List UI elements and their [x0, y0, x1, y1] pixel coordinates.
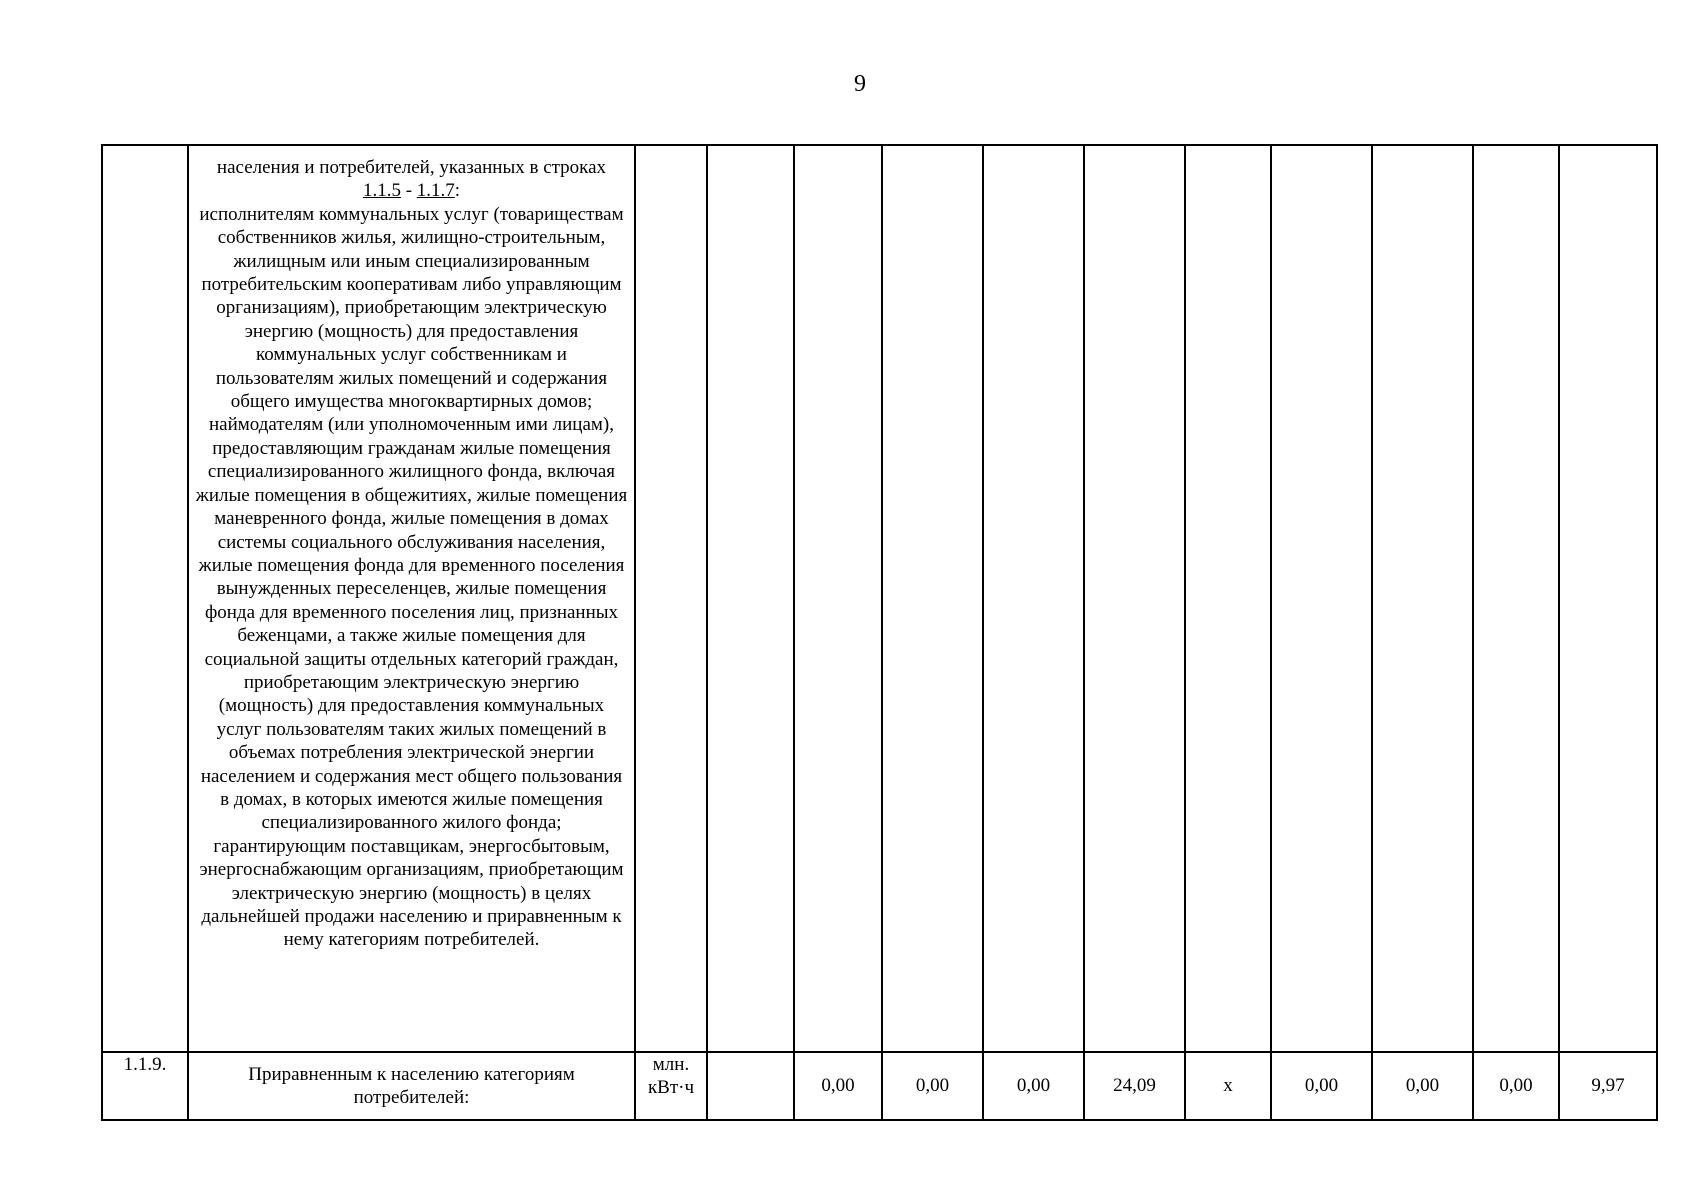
value-cell — [1084, 145, 1185, 1052]
value-cell — [1473, 145, 1559, 1052]
unit-cell — [635, 145, 707, 1052]
value-cell — [882, 145, 983, 1052]
continued-description — [189, 146, 634, 956]
value-cell — [983, 145, 1084, 1052]
value-cell — [1271, 145, 1372, 1052]
row-description-cell — [188, 1052, 635, 1120]
value-cell — [1372, 145, 1473, 1052]
value-cell: х — [1185, 1052, 1271, 1120]
tariff-table — [101, 144, 1658, 1121]
value-cell: 0,00 — [1473, 1052, 1559, 1120]
row-reference-link-end[interactable]: 1.1.7 — [416, 180, 455, 202]
value-cell: 0,00 — [1271, 1052, 1372, 1120]
table-row-1-1-9 — [102, 1052, 1657, 1120]
reference-suffix: : — [454, 180, 461, 202]
description-intro: населения и потребителей, указанных в строках — [216, 157, 607, 178]
unit-cell: млн. кВт·ч — [635, 1052, 707, 1120]
value-cell: 0,00 — [794, 1052, 882, 1120]
page-number: 9 — [854, 71, 866, 97]
row-description-cell — [188, 145, 635, 1052]
row-number-cell — [102, 145, 188, 1052]
description-body: исполнителям коммунальных услуг (товариществам собственников жилья, жилищно-строительным, жилищным или иным специализированным потребительским кооперативам либо управляющим организациям), приобретающим электрическую энергию (мощность) для предоставления коммунальных услуг собственникам и пользователям жилых помещений и содержания общего имущества многоквартирных домов; наймодателям (или уполномоченным ими лицам), предоставляющим гражданам жилые помещения специализированного жилищного фонда, включая жилые помещения в общежитиях, жилые помещения маневренного фонда, жилые помещения в домах системы социального обслуживания населения, жилые помещения фонда для временного поселения вынужденных переселенцев, жилые помещения фонда для временного поселения лиц, признанных беженцами, а также жилые помещения для социальной защиты отдельных категорий граждан, приобретающим электрическую энергию (мощность) для предоставления коммунальных услуг пользователям таких жилых помещений в объемах потребления электрической энергии населением и содержания мест общего пользования в домах, в которых имеются жилые помещения специализированного жилого фонда; гарантирующим поставщикам, энергосбытовым, энергоснабжающим организациям, приобретающим электрическую энергию (мощность) в целях дальнейшей продажи населению и приравненным к нему категориям потребителей. — [195, 203, 628, 951]
reference-separator: - — [400, 180, 417, 202]
row-reference-link-start[interactable]: 1.1.5 — [362, 180, 401, 202]
table-row-continued — [102, 145, 1657, 1052]
value-cell — [707, 145, 794, 1052]
value-cell — [1559, 145, 1657, 1052]
row-description: Приравненным к населению категориям потребителей: — [248, 1064, 575, 1109]
value-cell — [1185, 145, 1271, 1052]
row-number-cell: 1.1.9. — [102, 1052, 188, 1120]
value-cell: 0,00 — [882, 1052, 983, 1120]
value-cell: 0,00 — [1372, 1052, 1473, 1120]
value-cell — [707, 1052, 794, 1120]
value-cell: 0,00 — [983, 1052, 1084, 1120]
value-cell — [794, 145, 882, 1052]
value-cell: 9,97 — [1559, 1052, 1657, 1120]
value-cell: 24,09 — [1084, 1052, 1185, 1120]
